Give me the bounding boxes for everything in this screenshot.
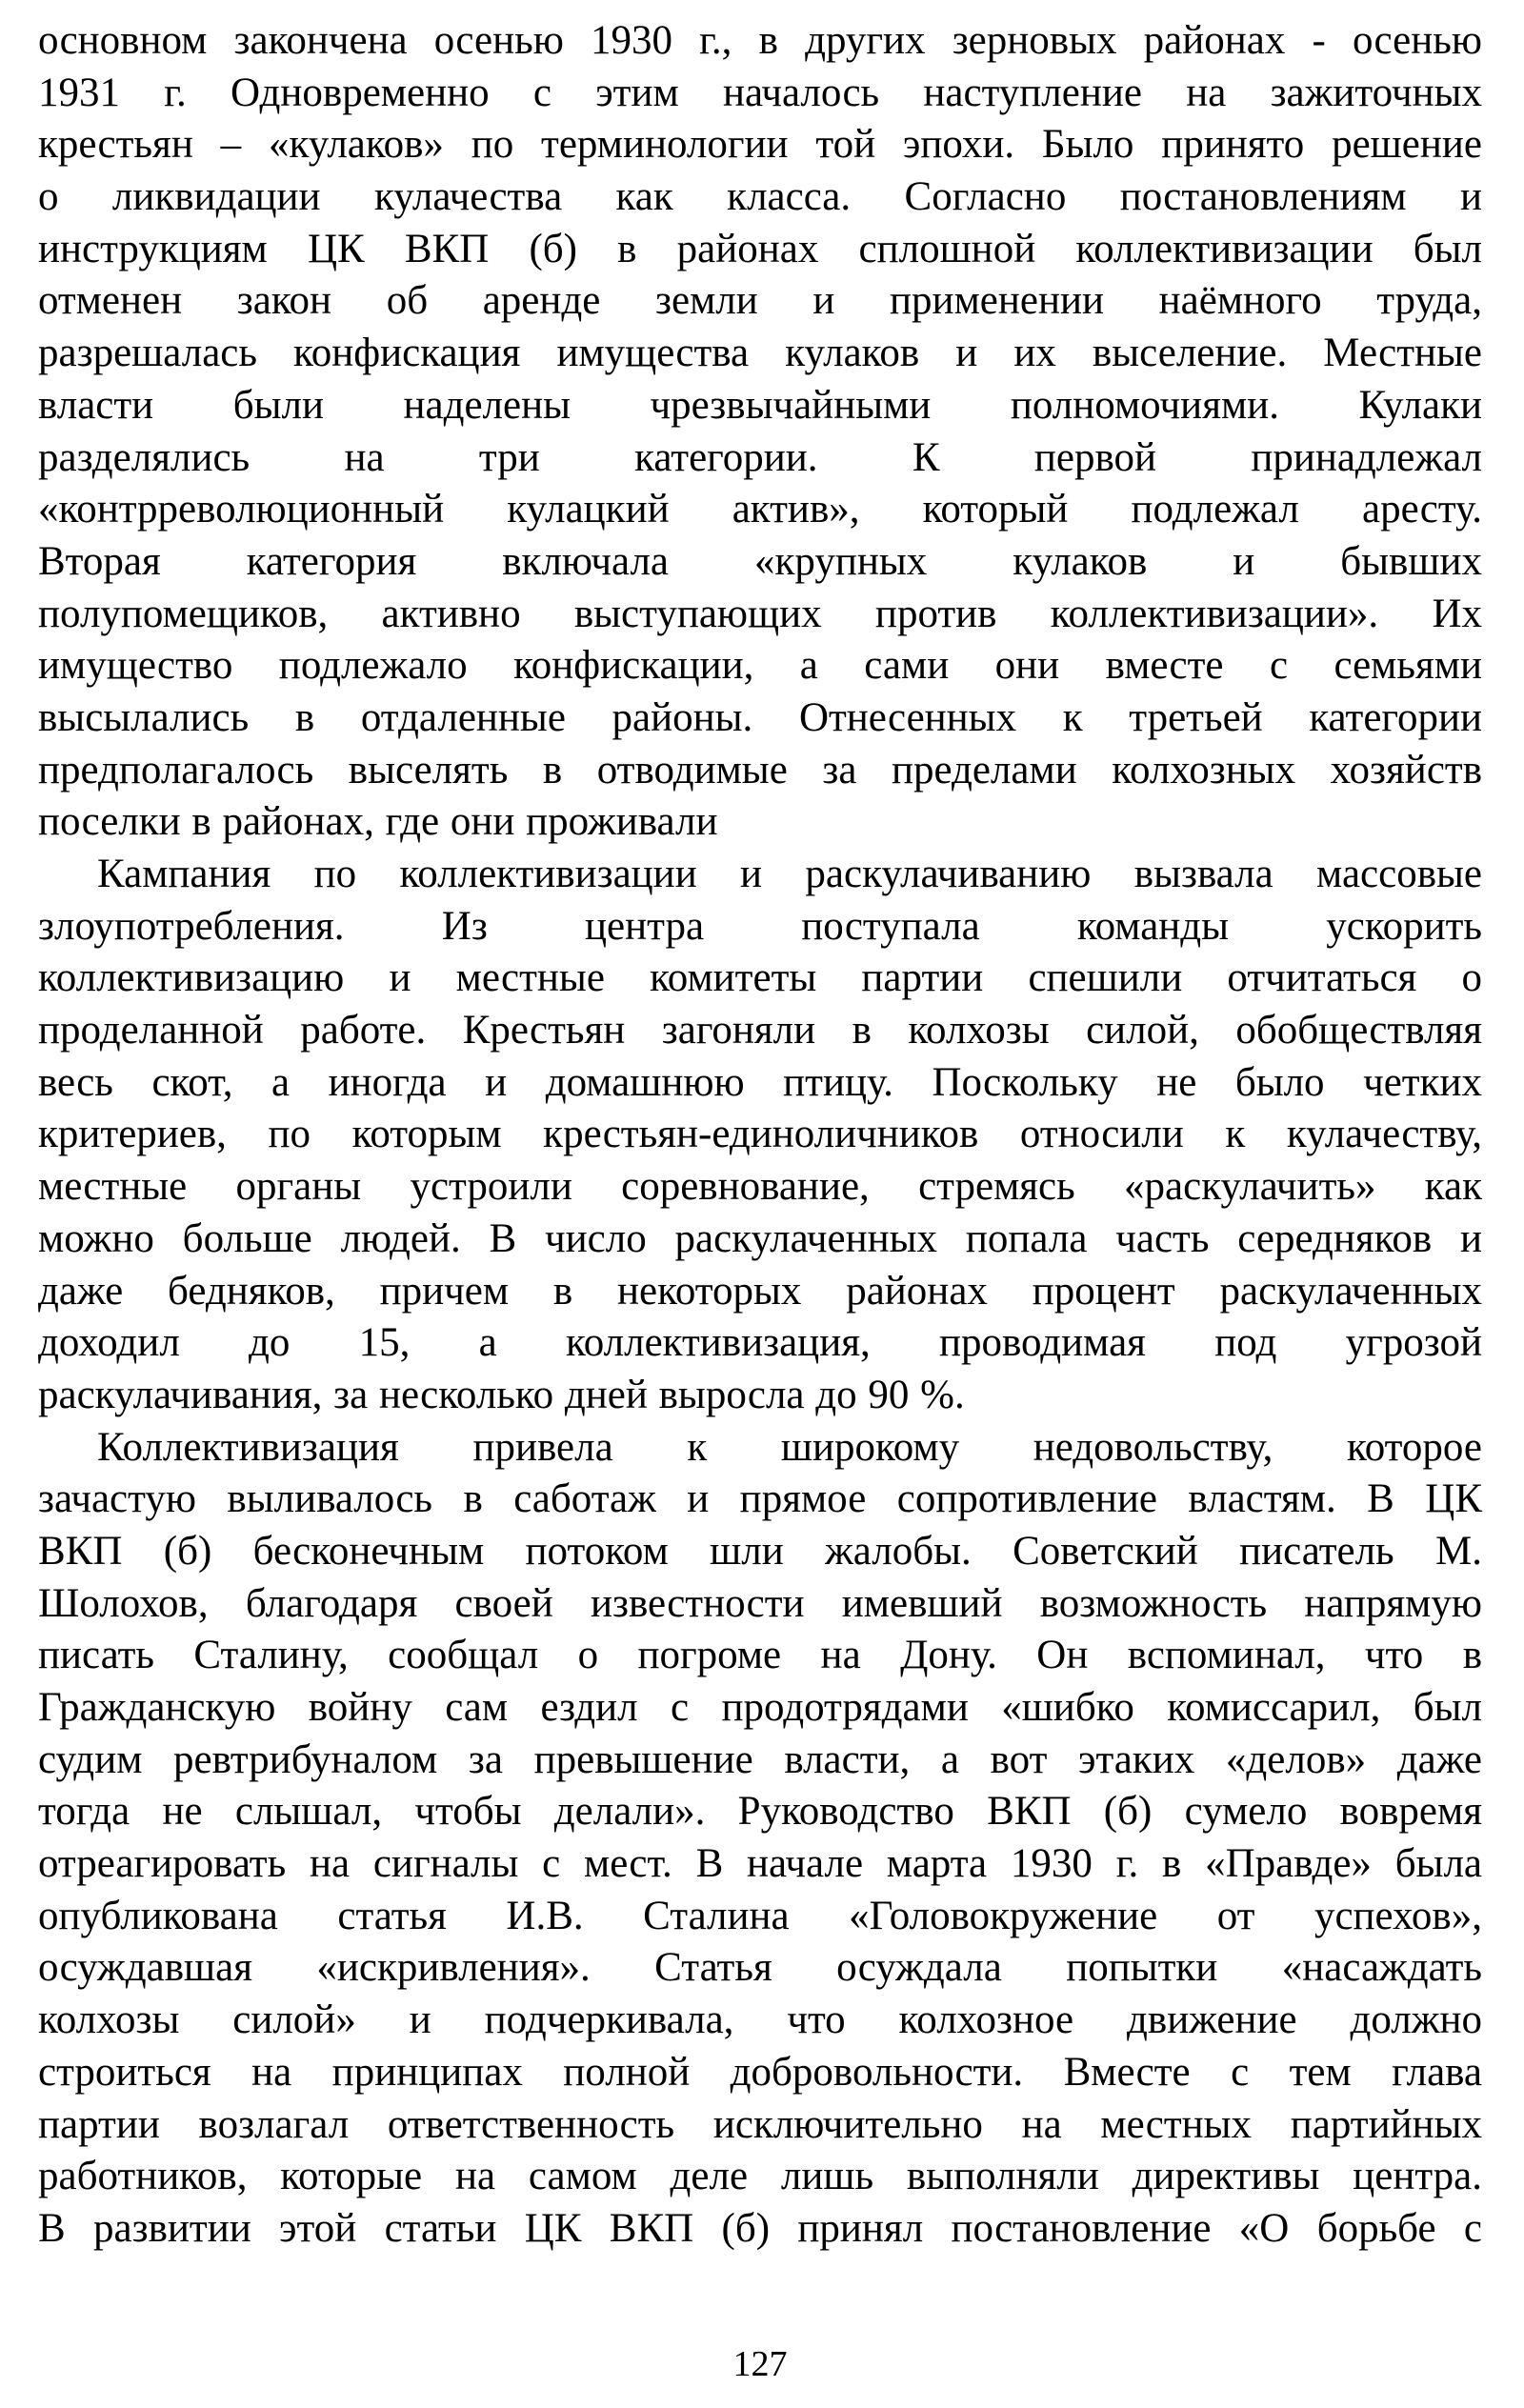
text-line: тогда не слышал, чтобы делали». Руководство ВКП (б) сумело вовремя: [38, 1789, 1482, 1835]
text-line: ВКП (б) бесконечным потоком шли жалобы. Советский писатель М.: [38, 1528, 1482, 1574]
text-line: о ликвидации кулачества как класса. Согласно постановлениям и: [38, 174, 1482, 220]
text-line: доходил до 15, а коллективизация, проводимая под угрозой: [38, 1320, 1482, 1366]
document-page: [38, 0, 1482, 2408]
text-line-paragraph-end: поселки в районах, где они проживали: [38, 799, 718, 845]
text-line: В развитии этой статьи ЦК ВКП (б) принял постановление «О борьбе с: [38, 2205, 1482, 2251]
text-line: высылались в отдаленные районы. Отнесенных к третьей категории: [38, 694, 1482, 740]
text-line: полупомещиков, активно выступающих против коллективизации». Их: [38, 591, 1482, 636]
page-number: 127: [732, 2344, 788, 2384]
text-line: власти были наделены чрезвычайными полномочиями. Кулаки: [38, 382, 1482, 428]
text-line: Вторая категория включала «крупных кулаков и бывших: [38, 538, 1482, 584]
text-line: отменен закон об аренде земли и применении наёмного труда,: [38, 278, 1482, 324]
text-line: местные органы устроили соревнование, стремясь «раскулачить» как: [38, 1164, 1482, 1210]
text-line: строиться на принципах полной добровольности. Вместе с тем глава: [38, 2049, 1482, 2095]
text-line: разделялись на три категории. К первой принадлежал: [38, 434, 1482, 480]
text-line: злоупотребления. Из центра поступала команды ускорить: [38, 903, 1482, 949]
text-line: можно больше людей. В число раскулаченных попала часть середняков и: [38, 1215, 1482, 1261]
text-line: «контрреволюционный кулацкий актив», который подлежал аресту.: [38, 487, 1482, 532]
text-line: имущество подлежало конфискации, а сами они вместе с семьями: [38, 643, 1482, 689]
text-line-paragraph-start: Коллективизация привела к широкому недовольству, которое: [97, 1424, 1482, 1470]
text-line: весь скот, а иногда и домашнюю птицу. Поскольку не было четких: [38, 1059, 1482, 1105]
text-line: судим ревтрибуналом за превышение власти, а вот этаких «делов» даже: [38, 1736, 1482, 1782]
text-line: писать Сталину, сообщал о погроме на Дону. Он вспоминал, что в: [38, 1633, 1482, 1678]
text-line: инструкциям ЦК ВКП (б) в районах сплошной коллективизации был: [38, 226, 1482, 271]
text-line: 1931 г. Одновременно с этим началось наступление на зажиточных: [38, 70, 1482, 115]
text-line-paragraph-end: раскулачивания, за несколько дней выросла до 90 %.: [38, 1372, 965, 1417]
body-text: [38, 15, 1482, 2256]
text-line: коллективизацию и местные комитеты партии спешили отчитаться о: [38, 955, 1482, 1001]
text-line: предполагалось выселять в отводимые за пределами колхозных хозяйств: [38, 747, 1482, 793]
text-line: даже бедняков, причем в некоторых районах процент раскулаченных: [38, 1268, 1482, 1314]
text-line: отреагировать на сигналы с мест. В начале марта 1930 г. в «Правде» была: [38, 1841, 1482, 1887]
text-line: критериев, по которым крестьян-единоличников относили к кулачеству,: [38, 1112, 1482, 1157]
text-line: колхозы силой» и подчеркивала, что колхозное движение должно: [38, 1997, 1482, 2043]
text-line: крестьян – «кулаков» по терминологии той эпохи. Было принято решение: [38, 122, 1482, 168]
text-line: работников, которые на самом деле лишь выполняли директивы центра.: [38, 2154, 1482, 2199]
text-line: разрешалась конфискация имущества кулаков и их выселение. Местные: [38, 331, 1482, 376]
text-line: Шолохов, благодаря своей известности имевший возможность напрямую: [38, 1580, 1482, 1626]
text-line: осуждавшая «искривления». Статья осуждала попытки «насаждать: [38, 1945, 1482, 1991]
text-line: Гражданскую войну сам ездил с продотрядами «шибко комиссарил, был: [38, 1685, 1482, 1730]
text-line: опубликована статья И.В. Сталина «Головокружение от успехов»,: [38, 1893, 1482, 1938]
text-line-paragraph-start: Кампания по коллективизации и раскулачиванию вызвала массовые: [97, 852, 1482, 896]
text-line: основном закончена осенью 1930 г., в других зерновых районах - осенью: [38, 18, 1482, 63]
text-line: зачастую выливалось в саботаж и прямое сопротивление властям. В ЦК: [38, 1476, 1482, 1522]
text-line: партии возлагал ответственность исключительно на местных партийных: [38, 2101, 1482, 2147]
text-line: проделанной работе. Крестьян загоняли в колхозы силой, обобществляя: [38, 1008, 1482, 1054]
